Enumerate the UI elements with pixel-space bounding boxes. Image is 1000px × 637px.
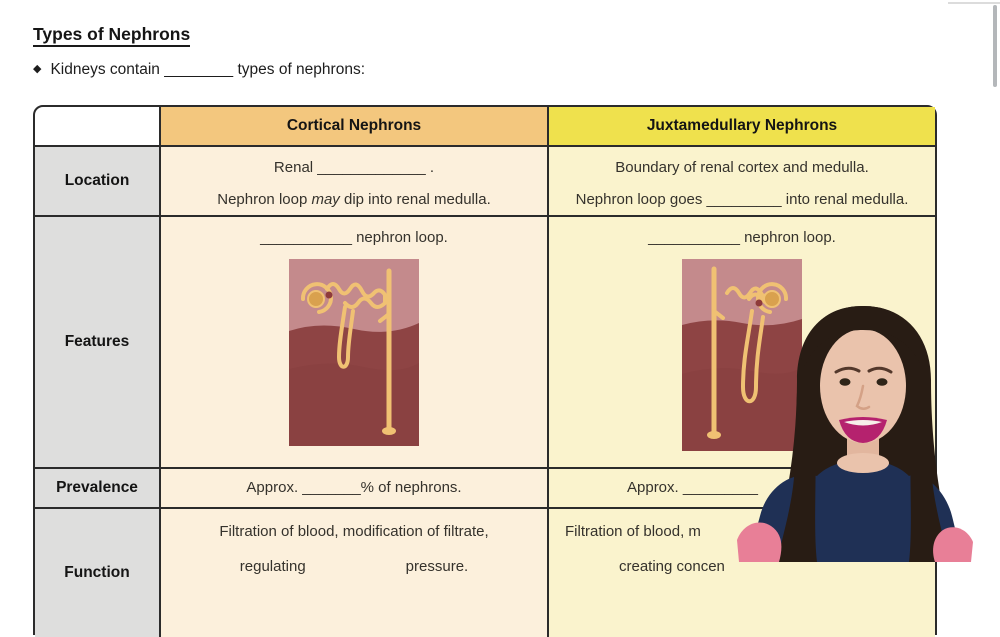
features-cortical-caption: ___________ nephron loop. [260, 229, 448, 246]
cortical-nephron-figure [161, 259, 547, 446]
presenter-video-overlay [733, 302, 977, 562]
location-jux-line2: Nephron loop goes _________ into renal medulla. [575, 191, 909, 208]
location-jux-line1: Boundary of renal cortex and medulla. [615, 159, 869, 176]
vertical-scrollbar-thumb[interactable] [993, 5, 997, 87]
location-cortical-line1: Renal _____________ . [273, 159, 435, 176]
location-cortical-cell [159, 145, 547, 215]
function-cortical-line1: Filtration of blood, modification of filtrate, [219, 523, 489, 540]
function-jux-line1: Filtration of blood, m [565, 523, 701, 540]
function-cortical-line2: regulating pressure. [239, 558, 469, 575]
prevalence-cortical-cell: Approx. _______% of nephrons. [159, 467, 547, 507]
column-header-cortical: Cortical Nephrons [159, 107, 547, 145]
bullet-text: Kidneys contain ________ types of nephrons: [50, 61, 366, 78]
row-label-function: Function [35, 507, 159, 637]
function-jux-line2: creating concen [619, 558, 725, 575]
row-label-prevalence: Prevalence [35, 467, 159, 507]
page-title-text: Types of Nephrons [33, 24, 190, 47]
cortical-nephron-illustration [289, 259, 419, 446]
scrollbar-track-edge [948, 2, 1000, 4]
prevalence-juxtamedullary-cell: Approx. _________ [547, 467, 935, 507]
location-juxtamedullary-cell [547, 145, 935, 215]
page-title [33, 24, 190, 45]
bullet-line [33, 61, 365, 79]
row-label-location: Location [35, 145, 159, 215]
function-cortical-cell [159, 507, 547, 637]
row-label-features: Features [35, 215, 159, 467]
features-jux-caption: ___________ nephron loop. [648, 229, 836, 246]
features-cortical-cell [159, 215, 547, 467]
diamond-bullet-icon: ◆ [33, 63, 42, 75]
column-header-juxtamedullary: Juxtamedullary Nephrons [547, 107, 935, 145]
location-cortical-line2: Nephron loop may dip into renal medulla. [217, 191, 491, 208]
table-corner-cell [35, 107, 159, 145]
